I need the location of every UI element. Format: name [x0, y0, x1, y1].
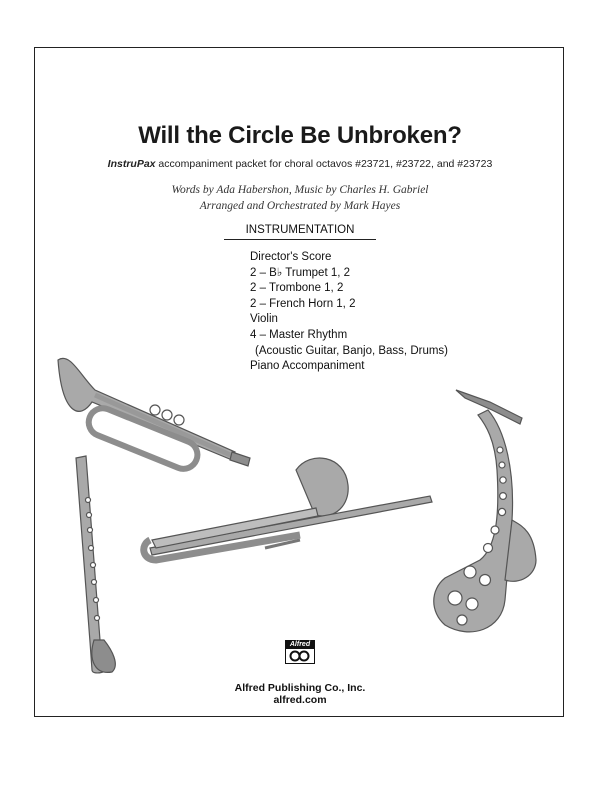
saxophone-icon [434, 390, 536, 632]
instrumentation-item: 2 – Trombone 1, 2 [250, 282, 344, 295]
instrumentation-heading: INSTRUMENTATION [224, 224, 376, 240]
logo-text: Alfred [286, 641, 314, 649]
instrumentation-item: 2 – B♭ Trumpet 1, 2 [250, 266, 351, 279]
brand-name: InstruPax [107, 158, 156, 170]
trombone-icon [144, 458, 432, 560]
clarinet-icon [76, 456, 115, 673]
subtitle [0, 158, 600, 170]
alfred-logo [285, 640, 315, 664]
instrumentation-item: 4 – Master Rhythm [250, 328, 348, 341]
logo-mark-icon [286, 649, 313, 662]
instrumentation-list [250, 250, 448, 375]
instrumentation-item: 2 – French Horn 1, 2 [250, 297, 356, 310]
publisher-website: alfred.com [273, 694, 327, 706]
page-title: Will the Circle Be Unbroken? [138, 122, 462, 149]
credit-arranger: Arranged and Orchestrated by Mark Hayes [199, 200, 401, 212]
trumpet-icon [58, 358, 250, 473]
subtitle-text: accompaniment packet for choral octavos #23721, #23722, and #23723 [155, 158, 493, 170]
instrumentation-item: Director's Score [250, 251, 332, 263]
publisher-name: Alfred Publishing Co., Inc. [234, 682, 366, 694]
credit-words-music: Words by Ada Habershon, Music by Charles H. Gabriel [171, 184, 429, 196]
instrumentation-item: (Acoustic Guitar, Banjo, Bass, Drums) [255, 344, 449, 357]
instrumentation-item: Piano Accompaniment [250, 360, 365, 373]
instrumentation-item: Violin [250, 313, 278, 326]
